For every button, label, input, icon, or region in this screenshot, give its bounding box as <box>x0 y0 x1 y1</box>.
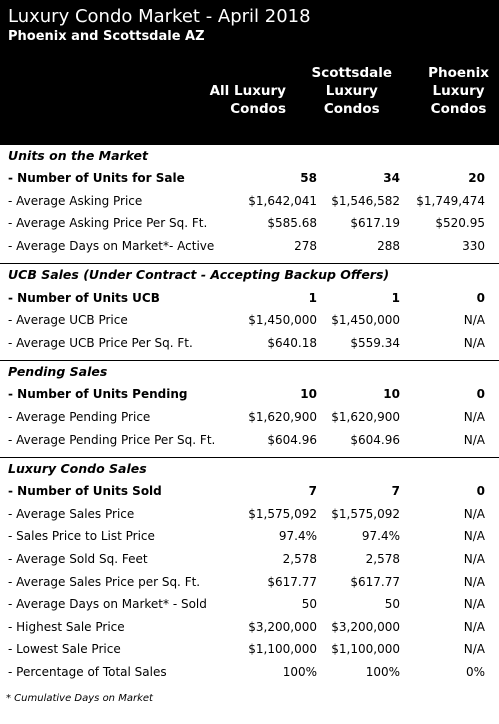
cell-phoenix: N/A <box>463 619 485 634</box>
row-label: - Average Sold Sq. Feet <box>8 552 148 567</box>
market-table <box>0 144 499 689</box>
section-title: Luxury Condo Sales <box>8 460 147 476</box>
table-row <box>0 503 499 526</box>
row-label: - Number of Units UCB <box>8 290 160 305</box>
column-header-line: All Luxury <box>209 83 286 99</box>
cell-phoenix: 20 <box>468 171 485 186</box>
row-label: - Number of Units Sold <box>8 484 162 499</box>
table-row <box>0 167 499 190</box>
column-header-line: Condos <box>430 101 487 117</box>
table-row <box>0 548 499 571</box>
cell-all: $1,450,000 <box>248 313 317 328</box>
table-row <box>0 616 499 639</box>
cell-phoenix: 0 <box>476 290 485 305</box>
cell-all: $585.68 <box>267 216 317 231</box>
row-label: - Number of Units for Sale <box>8 171 185 186</box>
cell-all: $604.96 <box>267 432 317 447</box>
cell-phoenix: N/A <box>463 313 485 328</box>
row-label: - Average UCB Price Per Sq. Ft. <box>8 335 193 350</box>
row-label: - Average Sales Price per Sq. Ft. <box>8 574 201 589</box>
cell-all: 1 <box>308 290 317 305</box>
table-row <box>0 383 499 406</box>
cell-scottsdale: $617.77 <box>350 574 400 589</box>
table-row <box>0 309 499 332</box>
cell-phoenix: N/A <box>463 410 485 425</box>
cell-phoenix: N/A <box>463 335 485 350</box>
table-row <box>0 570 499 593</box>
cell-phoenix: N/A <box>463 642 485 657</box>
cell-scottsdale: 34 <box>383 171 400 186</box>
row-label: - Average Asking Price Per Sq. Ft. <box>8 216 208 231</box>
section-title: UCB Sales (Under Contract - Accepting Backup Offers) <box>8 267 390 283</box>
row-label: - Average Sales Price <box>8 506 135 521</box>
cell-all: 58 <box>300 171 317 186</box>
footnote: * Cumulative Days on Market <box>6 693 153 705</box>
cell-all: 7 <box>308 484 317 499</box>
cell-all: 10 <box>300 387 317 402</box>
cell-scottsdale: $1,100,000 <box>331 642 400 657</box>
report-title: Luxury Condo Market - April 2018 <box>8 6 311 27</box>
table-row <box>0 661 499 684</box>
cell-scottsdale: 288 <box>377 239 400 254</box>
row-label: - Highest Sale Price <box>8 619 125 634</box>
cell-scottsdale: 2,578 <box>365 552 400 567</box>
table-row <box>0 212 499 235</box>
section-title: Units on the Market <box>8 148 149 163</box>
cell-all: $1,620,900 <box>248 410 317 425</box>
table-row <box>0 286 499 309</box>
cell-scottsdale: 100% <box>365 664 400 679</box>
column-header-line: Condos <box>323 101 380 117</box>
section-gap <box>0 683 499 689</box>
row-label: - Sales Price to List Price <box>8 529 155 544</box>
column-header-all <box>210 82 286 118</box>
cell-scottsdale: $617.19 <box>350 216 400 231</box>
table-row <box>0 638 499 661</box>
cell-all: 50 <box>301 597 317 612</box>
row-label: - Average Pending Price Per Sq. Ft. <box>8 432 216 447</box>
cell-scottsdale: 50 <box>384 597 400 612</box>
cell-scottsdale: 1 <box>391 290 400 305</box>
cell-scottsdale: 10 <box>383 387 400 402</box>
column-header-phoenix <box>428 64 489 118</box>
row-label: - Average Asking Price <box>8 193 143 208</box>
table-row <box>0 235 499 258</box>
cell-all: $1,100,000 <box>248 642 317 657</box>
cell-phoenix: N/A <box>463 432 485 447</box>
cell-scottsdale: 97.4% <box>361 529 400 544</box>
cell-all: $3,200,000 <box>248 619 317 634</box>
column-header-line: Phoenix <box>428 65 489 81</box>
table-row <box>0 428 499 451</box>
table-row <box>0 525 499 548</box>
column-header-scottsdale <box>312 64 393 118</box>
section-title: Pending Sales <box>8 364 108 380</box>
cell-scottsdale: $1,575,092 <box>331 506 400 521</box>
cell-scottsdale: $3,200,000 <box>331 619 400 634</box>
table-row <box>0 332 499 355</box>
column-header-line: Luxury <box>325 83 378 99</box>
table-row <box>0 593 499 616</box>
row-label: - Average Days on Market*- Active <box>8 239 215 254</box>
row-label: - Percentage of Total Sales <box>8 664 167 679</box>
cell-all: 100% <box>282 664 317 679</box>
cell-phoenix: N/A <box>463 552 485 567</box>
cell-all: 278 <box>294 239 317 254</box>
row-label: - Lowest Sale Price <box>8 642 121 657</box>
table-row <box>0 190 499 213</box>
cell-all: $640.18 <box>267 335 317 350</box>
table-row <box>0 480 499 503</box>
column-header-line: Condos <box>230 101 286 117</box>
cell-phoenix: 0 <box>476 387 485 402</box>
report-header <box>0 0 499 144</box>
report-subtitle: Phoenix and Scottsdale AZ <box>8 29 205 44</box>
cell-scottsdale: $559.34 <box>350 335 400 350</box>
column-header-line: Scottsdale <box>311 65 392 81</box>
column-header-line: Luxury <box>432 83 485 99</box>
cell-all: $1,575,092 <box>248 506 317 521</box>
cell-phoenix: N/A <box>463 597 485 612</box>
cell-all: $1,642,041 <box>248 193 317 208</box>
cell-phoenix: N/A <box>463 574 485 589</box>
cell-phoenix: 330 <box>462 239 485 254</box>
cell-scottsdale: $604.96 <box>350 432 400 447</box>
cell-scottsdale: $1,620,900 <box>331 410 400 425</box>
row-label: - Number of Units Pending <box>8 387 188 402</box>
cell-all: $617.77 <box>267 574 317 589</box>
cell-all: 2,578 <box>282 552 317 567</box>
cell-phoenix: 0% <box>465 664 485 679</box>
cell-scottsdale: $1,450,000 <box>331 313 400 328</box>
table-row <box>0 406 499 429</box>
cell-phoenix: N/A <box>463 506 485 521</box>
row-label: - Average Pending Price <box>8 410 151 425</box>
row-label: - Average Days on Market* - Sold <box>8 597 207 612</box>
cell-phoenix: $1,749,474 <box>416 193 485 208</box>
row-label: - Average UCB Price <box>8 313 128 328</box>
cell-scottsdale: 7 <box>391 484 400 499</box>
cell-scottsdale: $1,546,582 <box>331 193 400 208</box>
cell-phoenix: $520.95 <box>435 216 485 231</box>
cell-all: 97.4% <box>278 529 317 544</box>
cell-phoenix: 0 <box>476 484 485 499</box>
cell-phoenix: N/A <box>463 529 485 544</box>
